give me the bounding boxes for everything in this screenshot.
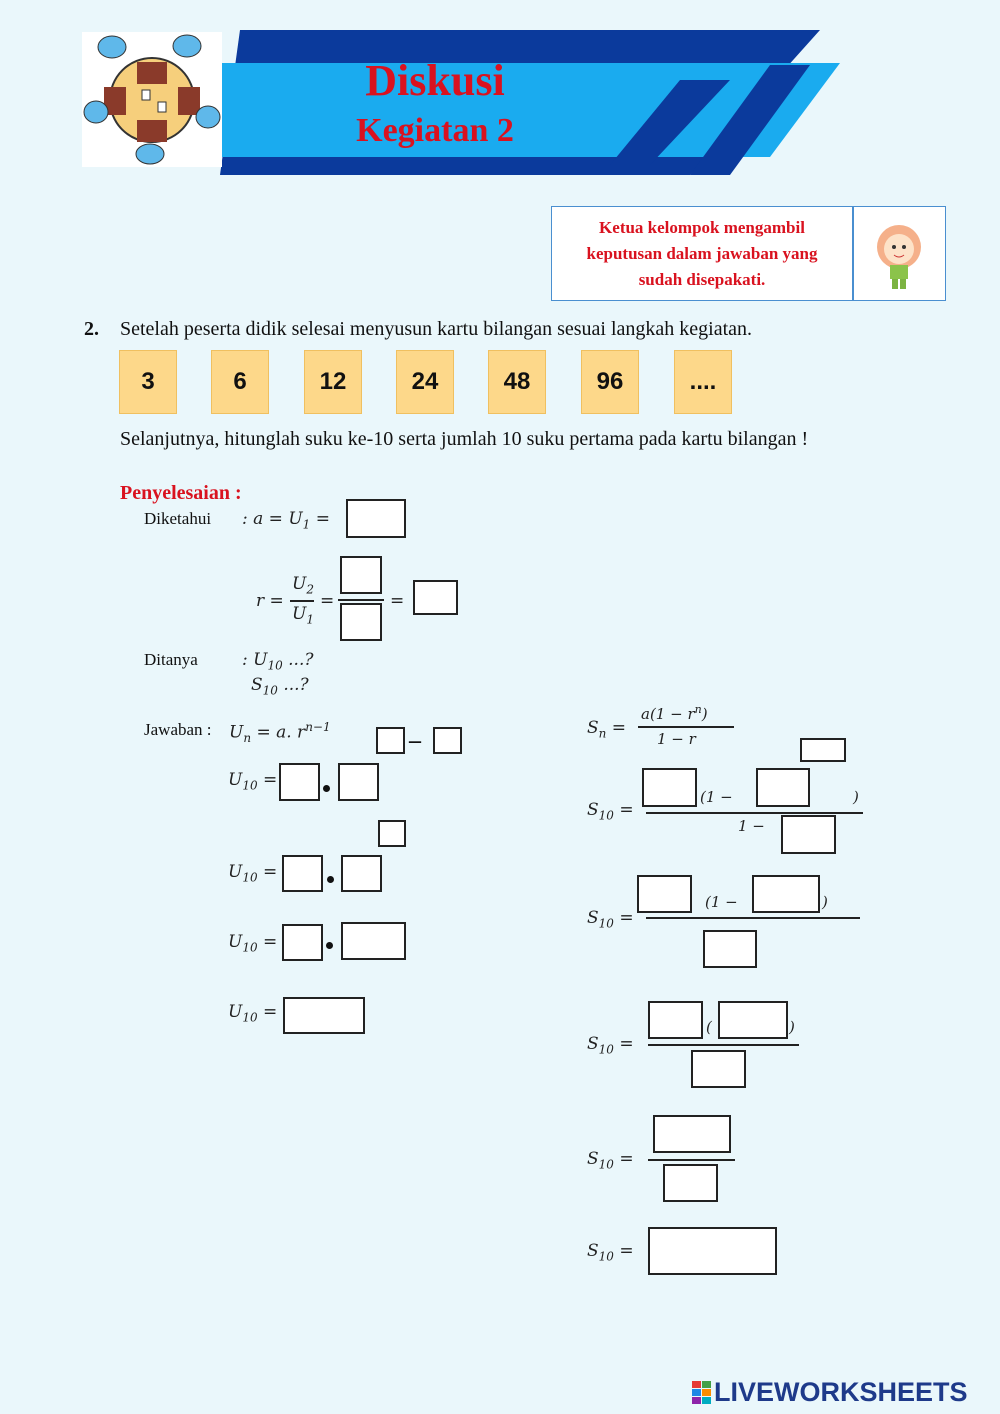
discussion-group-icon xyxy=(82,32,222,167)
number-card: 96 xyxy=(581,350,639,414)
note-avatar xyxy=(853,206,946,301)
s10-fraction-line xyxy=(648,1159,735,1161)
s10-label: $S_{10}$ = xyxy=(587,1241,634,1264)
header-subtitle: Kegiatan 2 xyxy=(356,112,514,149)
s10-denominator-input[interactable] xyxy=(703,930,757,968)
paren-open: (1 − xyxy=(705,893,738,911)
footer-logo xyxy=(692,1377,968,1408)
asked-label: Ditanya xyxy=(144,650,198,669)
r-label: r = xyxy=(256,591,284,611)
s10-label: $S_{10}$ = xyxy=(587,908,634,931)
s10-result-input[interactable] xyxy=(648,1227,777,1275)
paren-close: ) xyxy=(822,893,828,911)
question-intro: Setelah peserta didik selesai menyusun kartu bilangan sesuai langkah kegiatan. xyxy=(120,318,753,340)
answer-a-input[interactable] xyxy=(346,499,406,538)
equals-sign: = xyxy=(320,591,335,611)
s10-a-input[interactable] xyxy=(642,768,697,807)
multiply-dot xyxy=(323,785,330,792)
question-number: 2. xyxy=(84,318,99,340)
u10-result-input[interactable] xyxy=(283,997,365,1034)
u10-label: $U_{10}$ = xyxy=(228,862,278,885)
u10-r-input[interactable] xyxy=(341,855,382,892)
u10-a-input[interactable] xyxy=(282,855,323,892)
r-denominator-input[interactable] xyxy=(340,603,382,641)
sn-label: $S_n$ = xyxy=(587,718,627,741)
r-input-fraction-line xyxy=(338,599,384,601)
multiply-dot xyxy=(326,942,333,949)
minus-sign: – xyxy=(409,728,421,754)
s10-exponent-input[interactable] xyxy=(800,738,846,762)
un-formula: $U_n = a$. $r^{n-1}$ xyxy=(229,720,331,746)
u10-a-input[interactable] xyxy=(282,924,323,961)
s10-a-input[interactable] xyxy=(648,1001,703,1039)
s10-label: $S_{10}$ = xyxy=(587,1034,634,1057)
header-title: Diskusi xyxy=(365,56,505,105)
paren-close: ) xyxy=(853,788,859,806)
number-card: 3 xyxy=(119,350,177,414)
r-result-input[interactable] xyxy=(413,580,458,615)
s10-denominator-input[interactable] xyxy=(663,1164,718,1202)
liveworksheets-icon xyxy=(692,1381,712,1405)
u10-r-input[interactable] xyxy=(338,763,379,801)
u10-power-input[interactable] xyxy=(341,922,406,960)
s10-label: $S_{10}$ = xyxy=(587,1149,634,1172)
number-card: 12 xyxy=(304,350,362,414)
paren-close: ) xyxy=(789,1018,795,1036)
answer-label: Jawaban : xyxy=(144,720,212,739)
question-task: Selanjutnya, hitunglah suku ke-10 serta jumlah 10 suku pertama pada kartu bilangan ! xyxy=(120,428,809,450)
number-card: .... xyxy=(674,350,732,414)
sn-denominator: 1 − r xyxy=(657,730,696,748)
r-denominator: $U_1$ xyxy=(292,604,314,627)
s10-fraction-line xyxy=(648,1044,799,1046)
asked-u10: : $U_{10}$ ...? xyxy=(242,650,314,673)
sn-fraction-line xyxy=(638,726,734,728)
s10-bracket-input[interactable] xyxy=(718,1001,788,1039)
asked-s10: $S_{10}$ ...? xyxy=(251,675,309,698)
multiply-dot xyxy=(327,876,334,883)
solution-heading: Penyelesaian : xyxy=(120,482,242,504)
one-minus: 1 − xyxy=(738,817,765,835)
u10-label: $U_{10}$ = xyxy=(228,770,278,793)
u10-label: $U_{10}$ = xyxy=(228,932,278,955)
s10-numerator-input[interactable] xyxy=(653,1115,731,1153)
u10-exponent-input[interactable] xyxy=(378,820,406,847)
paren-open: ( xyxy=(706,1018,712,1036)
s10-a-input[interactable] xyxy=(637,875,692,913)
leader-note: Ketua kelompok mengambil keputusan dalam jawaban yang sudah disepakati. xyxy=(551,206,853,301)
exponent-minus-input[interactable] xyxy=(433,727,462,754)
student-girl-icon xyxy=(854,207,944,299)
s10-label: $S_{10}$ = xyxy=(587,800,634,823)
u10-label: $U_{10}$ = xyxy=(228,1002,278,1025)
s10-r-input[interactable] xyxy=(781,815,836,854)
u10-a-input[interactable] xyxy=(279,763,320,801)
r-fraction-line xyxy=(290,600,314,602)
equals-sign: = xyxy=(390,591,405,611)
r-numerator: $U_2$ xyxy=(292,574,314,597)
r-numerator-input[interactable] xyxy=(340,556,382,594)
sn-numerator: $a(1 - r^n)$ xyxy=(641,703,708,723)
known-label: Diketahui xyxy=(144,509,212,528)
paren-open: (1 − xyxy=(700,788,733,806)
s10-rn-input[interactable] xyxy=(752,875,820,913)
footer-brand: LIVEWORKSHEETS xyxy=(714,1377,968,1407)
exponent-n-input[interactable] xyxy=(376,727,405,754)
number-card: 6 xyxy=(211,350,269,414)
s10-fraction-line xyxy=(646,812,863,814)
number-card: 24 xyxy=(396,350,454,414)
s10-denominator-input[interactable] xyxy=(691,1050,746,1088)
s10-fraction-line xyxy=(646,917,860,919)
known-a-formula: : $a = U_1$ = xyxy=(242,509,330,532)
s10-rn-input[interactable] xyxy=(756,768,810,807)
number-card: 48 xyxy=(488,350,546,414)
